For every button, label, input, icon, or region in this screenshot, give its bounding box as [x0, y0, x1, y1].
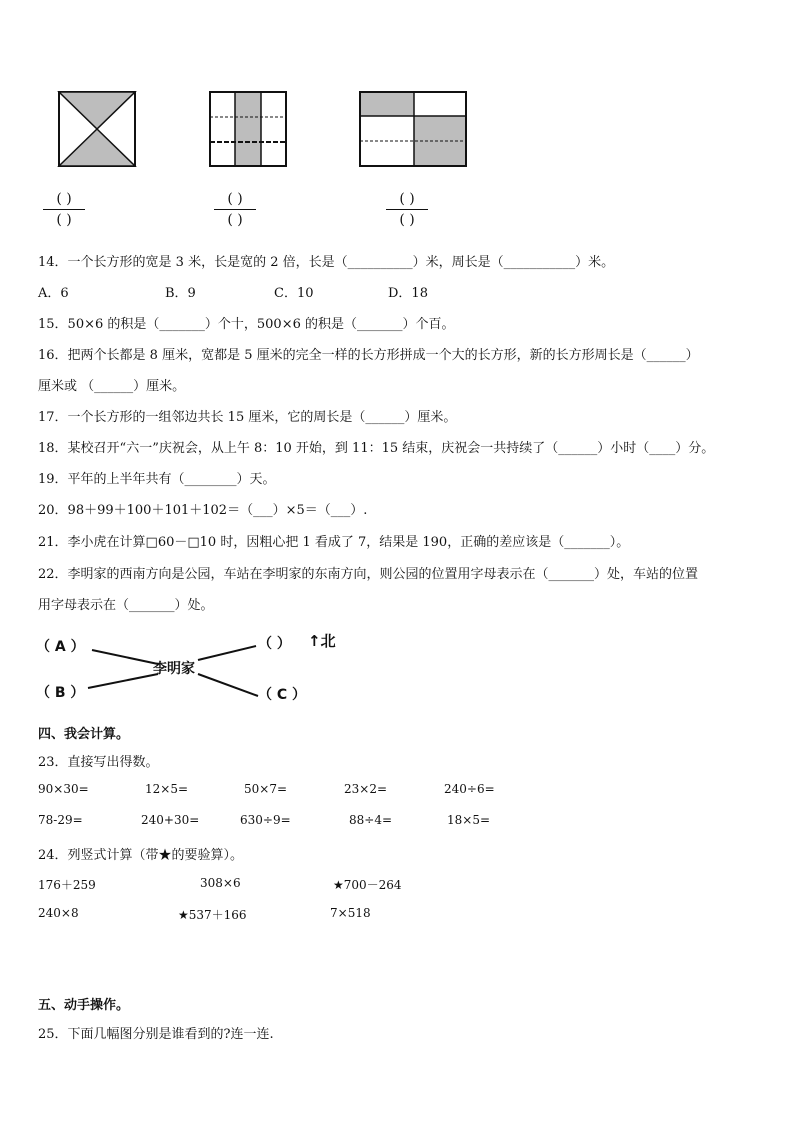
calc-item: 240+30=: [141, 813, 200, 827]
calc-item: 88÷4=: [349, 813, 393, 827]
calc-item: 176＋259: [38, 878, 96, 892]
label-center: 李明家: [153, 661, 195, 677]
calc-item: 12×5=: [145, 782, 189, 796]
option-a: A．6: [38, 286, 69, 301]
denominator: ( ): [399, 212, 415, 228]
calc-item: 7×518: [330, 906, 371, 920]
calc-item: 23×2=: [344, 782, 388, 796]
question-24: 24．列竖式计算（带★的要验算）。: [38, 848, 244, 863]
option-b: B．9: [165, 286, 196, 301]
calc-item: ★537＋166: [178, 908, 247, 922]
question-16-line2: 厘米或 （______）厘米。: [38, 379, 186, 394]
question-19: 19．平年的上半年共有（________）天。: [38, 472, 276, 487]
fraction-blank-1: [39, 190, 89, 229]
calc-item: 90×30=: [38, 782, 89, 796]
north-arrow: ↑北: [308, 632, 336, 650]
figure-square-x: [57, 90, 137, 168]
figure-grid: [208, 90, 288, 168]
question-23: 23．直接写出得数。: [38, 755, 159, 770]
question-18: 18．某校召开“六一”庆祝会，从上午 8：10 开始，到 11：15 结束，庆祝会一共持续了（______）小时（____）分。: [38, 441, 715, 456]
section-5-title: 五、动手操作。: [38, 998, 130, 1013]
calc-item: 18×5=: [447, 813, 491, 827]
label-blank: （ ）: [258, 636, 291, 652]
label-b: （ B ）: [36, 685, 85, 701]
section-4-title: 四、我会计算。: [38, 727, 130, 742]
calc-item: 78-29=: [38, 813, 83, 827]
question-14: 14．一个长方形的宽是 3 米，长是宽的 2 倍，长是（__________）米，周长是（___________）米。: [38, 255, 615, 270]
calc-item: 308×6: [200, 876, 241, 890]
question-21: 21．李小虎在计算□60－□10 时，因粗心把 1 看成了 7，结果是 190，正确的差应该是（_______）。: [38, 535, 630, 550]
question-20: 20．98＋99＋100＋101＋102＝（___）×5＝（___）.: [38, 503, 368, 518]
question-22-line2: 用字母表示在（_______）处。: [38, 598, 214, 613]
fraction-blank-3: [382, 190, 432, 229]
denominator: ( ): [56, 212, 72, 228]
calc-item: 50×7=: [244, 782, 288, 796]
label-a: （ A ）: [36, 639, 85, 655]
calc-item: ★700－264: [333, 878, 402, 892]
numerator: ( ): [56, 191, 72, 207]
calc-item: 240×8: [38, 906, 79, 920]
figure-rectangle: [358, 90, 470, 168]
option-d: D．18: [388, 286, 428, 301]
question-22-line1: 22．李明家的西南方向是公园，车站在李明家的东南方向，则公园的位置用字母表示在（_______）处，车站的位置: [38, 567, 699, 582]
question-16-line1: 16．把两个长都是 8 厘米，宽都是 5 厘米的完全一样的长方形拼成一个大的长方形，新的长方形周长是（______）: [38, 348, 699, 363]
denominator: ( ): [227, 212, 243, 228]
question-15: 15．50×6 的积是（_______）个十，500×6 的积是（_______）个百。: [38, 317, 455, 332]
numerator: ( ): [399, 191, 415, 207]
option-c: C．10: [274, 286, 314, 301]
question-25: 25．下面几幅图分别是谁看到的?连一连.: [38, 1027, 274, 1042]
numerator: ( ): [227, 191, 243, 207]
fraction-blank-2: [210, 190, 260, 229]
question-17: 17．一个长方形的一组邻边共长 15 厘米，它的周长是（______）厘米。: [38, 410, 457, 425]
calc-item: 630÷9=: [240, 813, 291, 827]
calc-item: 240÷6=: [444, 782, 495, 796]
label-c: （ C ）: [258, 687, 307, 703]
